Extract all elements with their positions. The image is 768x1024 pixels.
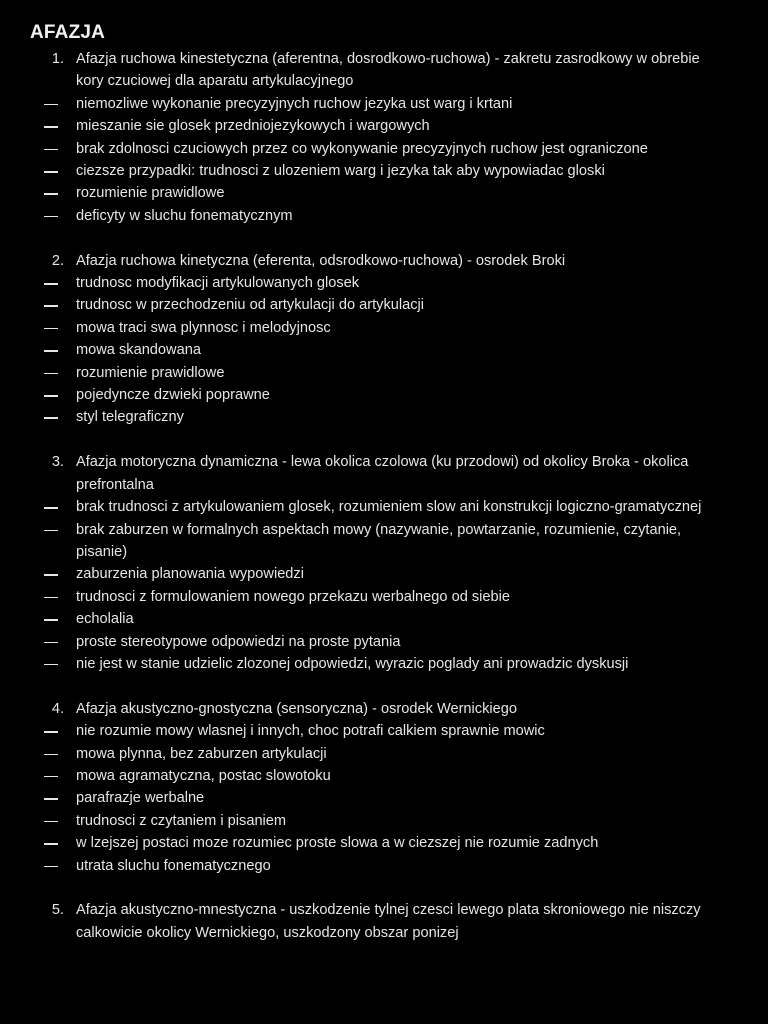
section-number: 4. (51, 700, 64, 717)
dash-bullet-icon (44, 597, 58, 599)
list-item-text: mowa traci swa plynnosc i melodyjnosc (76, 319, 331, 336)
list-item-text: niemozliwe wykonanie precyzyjnych ruchow jezyka ust warg i krtani (76, 95, 513, 112)
list-item (0, 787, 768, 809)
list-item (0, 362, 768, 384)
dash-bullet-icon (44, 821, 58, 823)
list-item (0, 272, 768, 294)
section-heading (0, 451, 768, 496)
list-item-text: mowa agramatyczna, postac slowotoku (76, 767, 331, 784)
list-item-text: nie rozumie mowy wlasnej i innych, choc potrafi calkiem sprawnie mowic (76, 723, 545, 740)
list-item (0, 205, 768, 227)
dash-bullet-icon (44, 866, 58, 868)
section-heading (0, 698, 768, 720)
list-item (0, 743, 768, 765)
dash-bullet-icon (44, 776, 58, 778)
section-4 (0, 698, 768, 877)
section-2 (0, 250, 768, 429)
list-item-text: ciezsze przypadki: trudnosci z ulozeniem warg i jezyka tak aby wypowiadac gloski (76, 163, 605, 180)
document-body (0, 48, 768, 967)
list-item-text: parafrazje werbalne (76, 790, 205, 807)
list-item (0, 138, 768, 160)
dash-bullet-icon (44, 305, 58, 307)
dash-bullet-icon (44, 104, 58, 106)
section-heading-text: Afazja ruchowa kinetyczna (eferenta, odsrodkowo-ruchowa) - osrodek Broki (76, 252, 566, 269)
list-item (0, 317, 768, 339)
list-item (0, 115, 768, 137)
list-item (0, 406, 768, 428)
dash-bullet-icon (44, 216, 58, 218)
dash-bullet-icon (44, 574, 58, 576)
dash-bullet-icon (44, 507, 58, 509)
dash-bullet-icon (44, 395, 58, 397)
list-item-text: mowa plynna, bez zaburzen artykulacji (76, 745, 327, 762)
list-item (0, 496, 768, 518)
section-5 (0, 899, 768, 944)
section-heading (0, 250, 768, 272)
dash-bullet-icon (44, 373, 58, 375)
dash-bullet-icon (44, 126, 58, 128)
list-item (0, 810, 768, 832)
list-item (0, 93, 768, 115)
list-item (0, 519, 768, 564)
dash-bullet-icon (44, 149, 58, 151)
section-heading-text: Afazja motoryczna dynamiczna - lewa okolica czolowa (ku przodowi) od okolicy Broka - okolica prefrontalna (76, 454, 689, 493)
dash-bullet-icon (44, 171, 58, 173)
list-item (0, 160, 768, 182)
list-item-text: mowa skandowana (76, 342, 201, 359)
list-item (0, 855, 768, 877)
dash-bullet-icon (44, 417, 58, 419)
list-item (0, 720, 768, 742)
list-item-text: brak zdolnosci czuciowych przez co wykonywanie precyzyjnych ruchow jest ograniczone (76, 140, 648, 157)
list-item (0, 765, 768, 787)
list-item-text: trudnosci z formulowaniem nowego przekazu werbalnego od siebie (76, 588, 511, 605)
list-item-text: trudnosc modyfikacji artykulowanych glosek (76, 275, 360, 292)
dash-bullet-icon (44, 283, 58, 285)
list-item (0, 832, 768, 854)
list-item (0, 384, 768, 406)
dash-bullet-icon (44, 843, 58, 845)
dash-bullet-icon (44, 193, 58, 195)
section-number: 2. (51, 252, 64, 269)
list-item-text: mieszanie sie glosek przedniojezykowych i wargowych (76, 118, 430, 135)
section-3 (0, 451, 768, 675)
section-heading (0, 899, 768, 944)
list-item-text: utrata sluchu fonematycznego (76, 857, 271, 874)
section-heading-text: Afazja ruchowa kinestetyczna (aferentna, dosrodkowo-ruchowa) - zakretu zasrodkowy w obrebie kory czuciowej dla aparatu artykulacyjnego (76, 51, 700, 90)
section-heading-text: Afazja akustyczno-gnostyczna (sensoryczna) - osrodek Wernickiego (76, 700, 517, 717)
section-number: 1. (51, 51, 64, 67)
list-item-text: rozumienie prawidlowe (76, 364, 225, 381)
dash-bullet-icon (44, 754, 58, 756)
list-item-text: pojedyncze dzwieki poprawne (76, 387, 270, 404)
dash-bullet-icon (44, 619, 58, 621)
section-number: 5. (51, 902, 64, 919)
list-item-text: brak zaburzen w formalnych aspektach mowy (nazywanie, powtarzanie, rozumienie, czytanie, pisanie) (76, 521, 682, 560)
list-item (0, 586, 768, 608)
document-title: AFAZJA (30, 22, 106, 43)
list-item (0, 631, 768, 653)
dash-bullet-icon (44, 530, 58, 532)
dash-bullet-icon (44, 731, 58, 733)
section-heading (0, 48, 768, 93)
list-item (0, 563, 768, 585)
list-item (0, 182, 768, 204)
dash-bullet-icon (44, 798, 58, 800)
section-heading-text: Afazja akustyczno-mnestyczna - uszkodzenie tylnej czesci lewego plata skroniowego nie niszczy calkowicie okolicy Wernickiego, uszkodzony obszar ponizej (76, 902, 701, 941)
list-item (0, 339, 768, 361)
list-item-text: styl telegraficzny (76, 409, 184, 426)
list-item-text: trudnosci z czytaniem i pisaniem (76, 812, 287, 829)
list-item (0, 653, 768, 675)
list-item-text: nie jest w stanie udzielic zlozonej odpowiedzi, wyrazic poglady ani prowadzic dyskusji (76, 655, 629, 672)
list-item-text: proste stereotypowe odpowiedzi na proste pytania (76, 633, 401, 650)
list-item-text: trudnosc w przechodzeniu od artykulacji do artykulacji (76, 297, 424, 314)
list-item-text: brak trudnosci z artykulowaniem glosek, rozumieniem slow ani konstrukcji logiczno-gramatycznej (76, 499, 702, 516)
dash-bullet-icon (44, 328, 58, 330)
list-item-text: deficyty w sluchu fonematycznym (76, 207, 293, 224)
list-item-text: echolalia (76, 611, 134, 628)
section-1 (0, 48, 768, 227)
list-item (0, 294, 768, 316)
section-number: 3. (51, 454, 64, 471)
list-item-text: zaburzenia planowania wypowiedzi (76, 566, 304, 583)
dash-bullet-icon (44, 664, 58, 666)
list-item (0, 608, 768, 630)
list-item-text: rozumienie prawidlowe (76, 185, 225, 202)
list-item-text: w lzejszej postaci moze rozumiec proste slowa a w ciezszej nie rozumie zadnych (76, 835, 599, 852)
dash-bullet-icon (44, 642, 58, 644)
dash-bullet-icon (44, 350, 58, 352)
